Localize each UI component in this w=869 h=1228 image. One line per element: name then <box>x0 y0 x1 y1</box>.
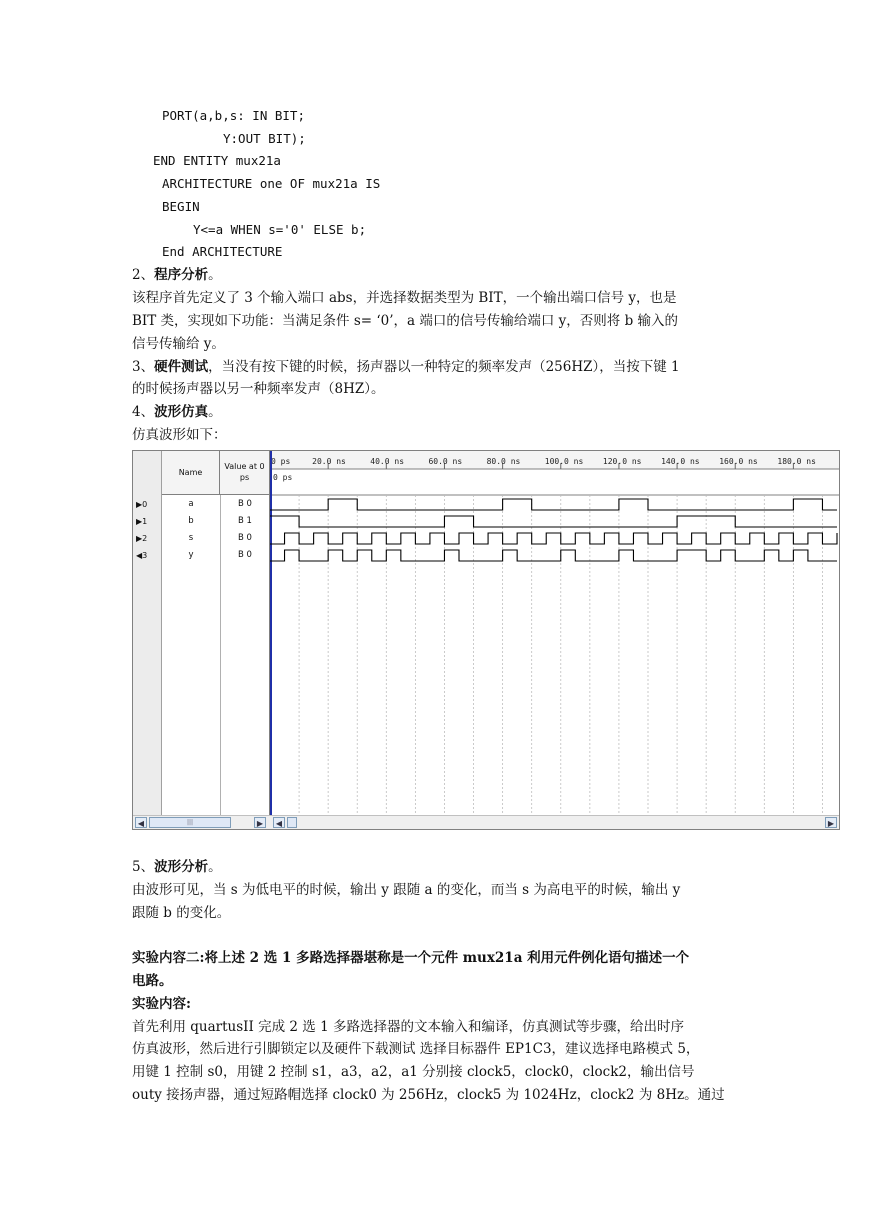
name-column-header <box>162 451 220 495</box>
signal-name[interactable]: y <box>188 550 194 560</box>
section-text: ，当没有按下键的时候，扬声器以一种特定的频率发声（256HZ），当按下键 1 <box>208 359 680 375</box>
code-line-2: Y:OUT BIT); <box>223 131 306 146</box>
value-header-label: Value at 0 ps <box>224 462 265 482</box>
section-number: 3、 <box>132 359 155 375</box>
signal-list-panel <box>133 451 270 815</box>
section-number: 2、 <box>132 267 155 283</box>
input-pin-icon: ▶0 <box>136 500 148 509</box>
experiment-2-subheading: 实验内容: <box>132 996 191 1012</box>
section-2-line-3: 信号传输给 y。 <box>132 336 225 352</box>
signal-name[interactable]: s <box>188 533 194 543</box>
experiment-2-title-line-2: 电路。 <box>132 973 173 989</box>
signal-value: B 1 <box>238 516 252 526</box>
waveform-b <box>270 516 837 527</box>
section-title: 硬件测试 <box>154 359 209 375</box>
experiment-2-line-1: 首先利用 quartusII 完成 2 选 1 多路选择器的文本输入和编译，仿真测试等步骤，给出时序 <box>132 1019 684 1035</box>
time-tick-label: 80.0 ns <box>486 457 521 466</box>
experiment-2-line-3: 用键 1 控制 s0，用键 2 控制 s1，a3，a2，a1 分别接 clock5，clock0，clock2，输出信号 <box>132 1064 695 1080</box>
time-tick-label: 40.0 ns <box>370 457 405 466</box>
code-line-7: End ARCHITECTURE <box>162 244 283 259</box>
section-5-line-2: 跟随 b 的变化。 <box>132 905 231 921</box>
waveform-s <box>270 533 837 544</box>
section-punct: 。 <box>208 267 222 283</box>
time-tick-label: 20.0 ns <box>312 457 346 466</box>
time-tick-label: 0 ps <box>271 457 291 466</box>
code-line-6: Y<=a WHEN s='0' ELSE b; <box>193 222 367 237</box>
section-title: 波形分析 <box>154 859 209 875</box>
section-5-line-1: 由波形可见，当 s 为低电平的时候，输出 y 跟随 a 的变化，而当 s 为高电平的时候，输出 y <box>132 882 681 898</box>
name-header-label: Name <box>178 468 203 477</box>
section-number: 4、 <box>132 404 155 420</box>
section-title: 波形仿真 <box>154 404 209 420</box>
time-tick-label: 60.0 ns <box>428 457 463 466</box>
time-tick-label: 140.0 ns <box>661 457 700 466</box>
time-tick-label: 180.0 ns <box>777 457 816 466</box>
signal-name[interactable]: b <box>188 516 194 526</box>
scrollbar-thumb[interactable] <box>287 817 297 828</box>
section-2-line-2: BIT 类，实现如下功能：当满足条件 s= ‘0’，a 端口的信号传输给端口 y，否则将 b 输入的 <box>132 313 679 329</box>
code-line-3: END ENTITY mux21a <box>153 153 281 168</box>
scroll-left-icon[interactable]: ◀ <box>135 817 147 828</box>
section-number: 5、 <box>132 859 155 875</box>
signal-value: B 0 <box>238 499 252 509</box>
scroll-left-icon[interactable]: ◀ <box>273 817 285 828</box>
section-punct: 。 <box>208 859 222 875</box>
experiment-2-title-line-1: 实验内容二:将上述 2 选 1 多路选择器堪称是一个元件 mux21a 利用元件例化语句描述一个 <box>132 950 690 966</box>
scroll-right-icon[interactable]: ▶ <box>825 817 837 828</box>
signal-name[interactable]: a <box>188 499 194 509</box>
cursor-label: 0 ps <box>273 473 293 482</box>
section-punct: 。 <box>208 404 222 420</box>
section-title: 程序分析 <box>154 267 209 283</box>
waveform-panel[interactable] <box>270 451 839 815</box>
section-4-heading <box>132 403 222 421</box>
value-column-header <box>220 451 269 495</box>
waveform-canvas <box>270 451 839 815</box>
code-line-4: ARCHITECTURE one OF mux21a IS <box>162 176 381 191</box>
section-2-heading <box>132 266 222 284</box>
waveform-a <box>270 499 837 510</box>
experiment-2-line-4: outy 接扬声器，通过短路帽选择 clock0 为 256Hz，clock5 为 1024Hz，clock2 为 8Hz。通过 <box>132 1087 725 1103</box>
horizontal-scrollbars <box>133 815 839 830</box>
code-line-1: PORT(a,b,s: IN BIT; <box>162 108 305 123</box>
scroll-right-icon[interactable]: ▶ <box>254 817 266 828</box>
output-pin-icon: ◀3 <box>136 551 148 560</box>
time-tick-label: 160.0 ns <box>719 457 758 466</box>
waveform-simulator <box>132 450 840 830</box>
section-3-heading <box>132 358 680 376</box>
time-tick-label: 120.0 ns <box>602 457 642 466</box>
section-2-line-1: 该程序首先定义了 3 个输入端口 abs，并选择数据类型为 BIT，一个输出端口信号 y，也是 <box>132 290 677 306</box>
experiment-2-line-2: 仿真波形，然后进行引脚锁定以及硬件下载测试 选择目标器件 EP1C3，建议选择电路模式 5， <box>132 1041 700 1057</box>
time-tick-label: 100.0 ns <box>544 457 584 466</box>
input-pin-icon: ▶1 <box>136 517 148 526</box>
section-4-line: 仿真波形如下： <box>132 427 227 443</box>
signal-value: B 0 <box>238 533 252 543</box>
signal-value: B 0 <box>238 550 252 560</box>
section-3-line-2: 的时候扬声器以另一种频率发声（8HZ）。 <box>132 381 385 397</box>
scrollbar-thumb[interactable]: ||| <box>149 817 231 828</box>
input-pin-icon: ▶2 <box>136 534 148 543</box>
section-5-heading <box>132 858 222 876</box>
code-line-5: BEGIN <box>162 199 200 214</box>
waveform-y <box>270 550 837 561</box>
